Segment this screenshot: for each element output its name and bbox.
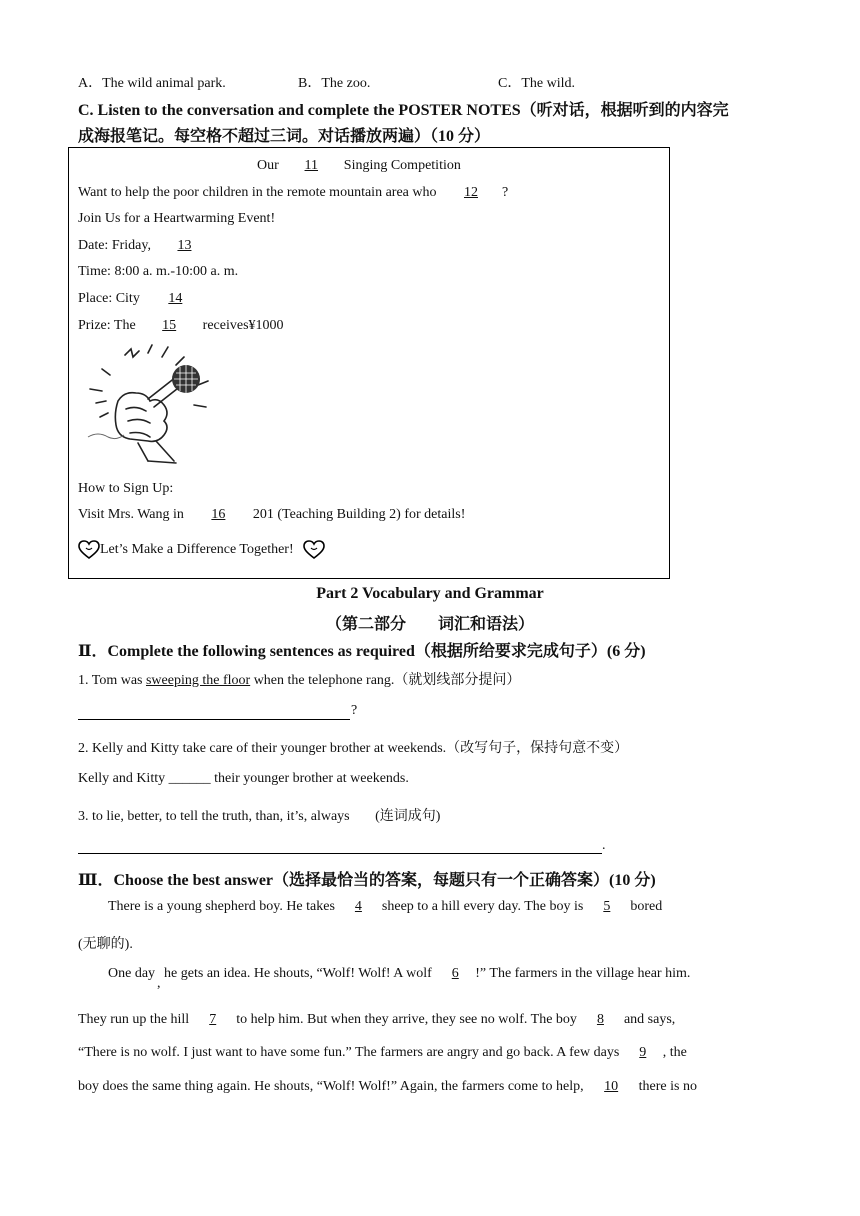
blank-5[interactable]: 5 <box>603 899 611 914</box>
blank-7[interactable]: 7 <box>209 1012 217 1027</box>
poster-date <box>78 238 214 254</box>
section-ii-heading: Ⅱ．Complete the following sentences as required（根据所给要求完成句子）(6 分) <box>78 643 646 660</box>
q1-pre: 1. Tom was <box>78 673 146 688</box>
poster-difference-text: Let’s Make a Difference Together! <box>100 542 294 558</box>
passage-line-5 <box>78 1045 687 1061</box>
blank-8[interactable]: 8 <box>596 1012 604 1027</box>
blank-9[interactable]: 9 <box>639 1045 647 1060</box>
blank-15[interactable]: 15 <box>162 318 177 333</box>
poster-visit-post: 201 (Teaching Building 2) for details! <box>252 507 466 522</box>
poster-want-text: Want to help the poor children in the remote mountain area who <box>78 185 437 200</box>
poster-visit-pre: Visit Mrs. Wang in <box>78 507 184 522</box>
p1-b: sheep to a hill every day. The boy is <box>381 899 584 914</box>
p4-a: “There is no wolf. I just want to have some fun.” The farmers are angry and go back. A few days <box>78 1045 620 1060</box>
p3-b: to help him. But when they arrive, they see no wolf. The boy <box>236 1012 577 1027</box>
poster-title <box>257 158 461 174</box>
blank-16[interactable]: 16 <box>211 507 226 522</box>
p2-c: !” The farmers in the village hear him. <box>475 966 691 981</box>
q2-answer[interactable]: Kelly and Kitty ______ their younger brother at weekends. <box>78 771 409 786</box>
poster-place <box>78 291 207 307</box>
q3-line <box>78 805 440 825</box>
p2-a: One day <box>108 966 156 981</box>
blank-12[interactable]: 12 <box>463 185 478 200</box>
heart-icon <box>78 540 100 560</box>
poster-prize-post: receives¥1000 <box>202 318 284 333</box>
blank-11[interactable]: 11 <box>304 158 319 173</box>
p4-b: , the <box>662 1045 687 1060</box>
part2-subtitle: （第二部分 词汇和语法） <box>325 616 534 633</box>
p1-c: bored <box>630 899 663 914</box>
p5-a: boy does the same thing again. He shouts, “Wolf! Wolf!” Again, the farmers come to help, <box>78 1079 584 1094</box>
passage-line-2: (无聊的). <box>78 937 133 952</box>
q1-post: when the telephone rang.（就划线部分提问） <box>250 673 521 688</box>
section-iii-heading: Ⅲ．Choose the best answer（选择最恰当的答案，每题只有一个正确答案）(10 分) <box>78 872 656 889</box>
blank-14[interactable]: 14 <box>168 291 183 306</box>
poster-difference-line <box>78 540 325 560</box>
p2-comma: , <box>157 976 161 991</box>
passage-line-1 <box>108 899 662 915</box>
poster-title-pre: Our <box>257 158 279 173</box>
option-a: A．The wild animal park. <box>78 76 226 91</box>
q1-answer-line[interactable] <box>78 719 350 720</box>
p3-a: They run up the hill <box>78 1012 190 1027</box>
p2-b: he gets an idea. He shouts, “Wolf! Wolf! A wolf <box>164 966 432 981</box>
option-b: B．The zoo. <box>298 76 371 91</box>
poster-want-line <box>78 185 508 201</box>
poster-place-label: Place: City <box>78 291 140 306</box>
poster-signup: How to Sign Up: <box>78 481 174 496</box>
q2-line: 2. Kelly and Kitty take care of their younger brother at weekends.（改写句子，保持句意不变） <box>78 741 629 756</box>
poster-title-post: Singing Competition <box>343 158 461 173</box>
poster-visit <box>78 507 465 523</box>
p3-c: and says, <box>623 1012 676 1027</box>
blank-13[interactable]: 13 <box>177 238 192 253</box>
q3-end: . <box>602 838 606 853</box>
p5-b: there is no <box>638 1079 697 1094</box>
poster-join: Join Us for a Heartwarming Event! <box>78 211 276 226</box>
poster-prize <box>78 318 284 334</box>
blank-6[interactable]: 6 <box>451 966 459 981</box>
q3-words: 3. to lie, better, to tell the truth, than, it’s, always <box>78 809 350 824</box>
section-c-heading-line2: 成海报笔记。每空格不超过三词。对话播放两遍）（10 分） <box>78 128 491 145</box>
passage-line-4 <box>78 1012 675 1028</box>
p1-a: There is a young shepherd boy. He takes <box>108 899 335 914</box>
q1-end: ? <box>351 703 358 718</box>
part2-title: Part 2 Vocabulary and Grammar <box>316 585 544 602</box>
poster-time: Time: 8:00 a. m.-10:00 a. m. <box>78 264 239 279</box>
poster-prize-pre: Prize: The <box>78 318 136 333</box>
option-c: C．The wild. <box>498 76 575 91</box>
passage-line-6 <box>78 1079 697 1095</box>
section-c-heading-line1: C. Listen to the conversation and complete the POSTER NOTES（听对话，根据听到的内容完 <box>78 102 729 119</box>
heart-icon-right <box>303 540 325 560</box>
blank-10[interactable]: 10 <box>604 1079 619 1094</box>
q1-underlined: sweeping the floor <box>145 673 251 688</box>
q3-answer-line[interactable] <box>78 853 602 854</box>
microphone-hand-illustration <box>80 343 216 469</box>
poster-date-label: Date: Friday, <box>78 238 151 253</box>
q3-note: (连词成句) <box>375 809 441 824</box>
passage-line-3 <box>108 966 691 991</box>
q1-line <box>78 669 520 689</box>
poster-want-end: ? <box>501 185 509 200</box>
blank-4[interactable]: 4 <box>354 899 362 914</box>
